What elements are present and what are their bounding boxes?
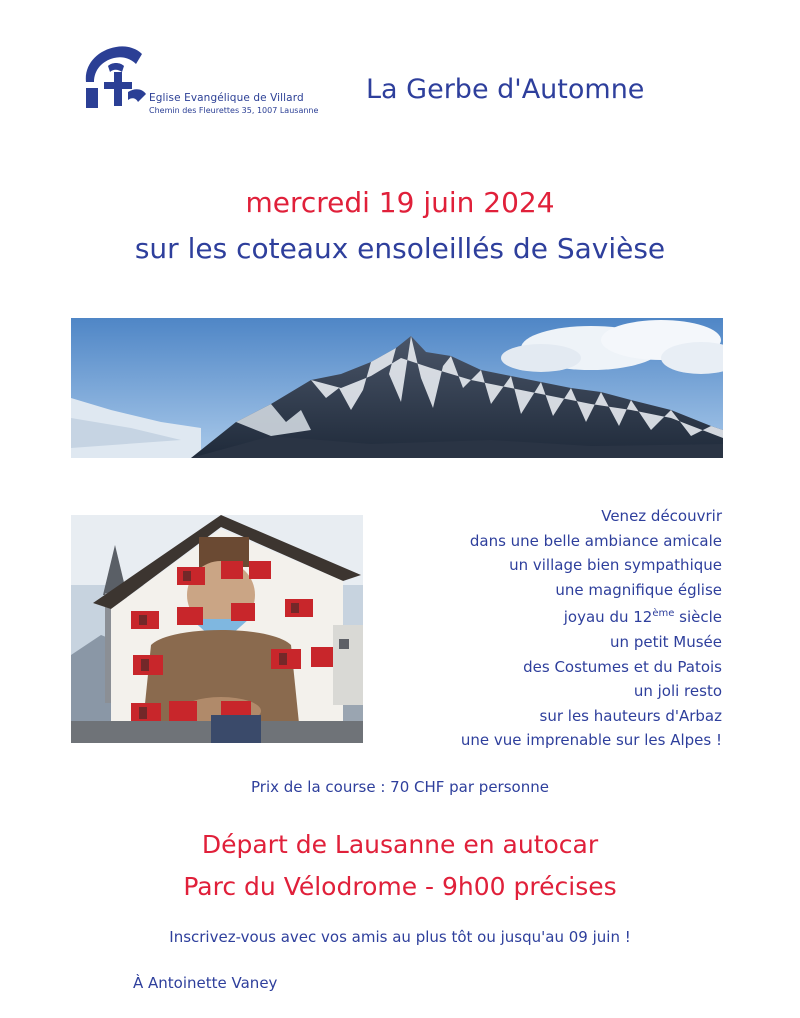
feature-line: sur les hauteurs d'Arbaz — [539, 706, 722, 725]
church-address: Chemin des Fleurettes 35, 1007 Lausanne — [149, 106, 319, 115]
feature-line: une magnifique église — [555, 580, 722, 599]
mountain-panorama-image — [71, 318, 723, 458]
feature-text: siècle — [674, 608, 722, 627]
feature-line: une vue imprenable sur les Alpes ! — [460, 731, 722, 750]
feature-line: Venez découvrir — [601, 507, 722, 525]
event-subtitle: sur les coteaux ensoleillés de Savièse — [134, 232, 666, 265]
feature-line: dans une belle ambiance amicale — [469, 531, 722, 550]
feature-line: un joli resto — [633, 682, 722, 701]
event-date: mercredi 19 juin 2024 — [245, 186, 555, 219]
feature-text: joyau du 12 — [563, 608, 653, 627]
features-list — [461, 504, 722, 753]
church-name: Eglise Evangélique de Villard — [149, 92, 304, 104]
registration-note: Inscrivez-vous avec vos amis au plus tôt ou jusqu'au 09 juin ! — [169, 928, 631, 946]
trip-price: Prix de la course : 70 CHF par personne — [251, 778, 549, 796]
church-logo — [78, 42, 348, 122]
church-emblem-icon — [78, 42, 148, 114]
contact-name: À Antoinette Vaney — [133, 974, 278, 992]
feature-line: des Costumes et du Patois — [523, 657, 722, 676]
feature-line — [461, 602, 722, 630]
departure-line-2: Parc du Vélodrome - 9h00 précises — [183, 872, 617, 901]
saviese-house-image — [71, 515, 363, 743]
feature-line: un village bien sympathique — [509, 556, 722, 575]
departure-line-1: Départ de Lausanne en autocar — [201, 830, 599, 859]
page-title: La Gerbe d'Automne — [366, 74, 645, 105]
feature-line: un petit Musée — [610, 632, 722, 651]
feature-superscript: ème — [652, 608, 675, 620]
